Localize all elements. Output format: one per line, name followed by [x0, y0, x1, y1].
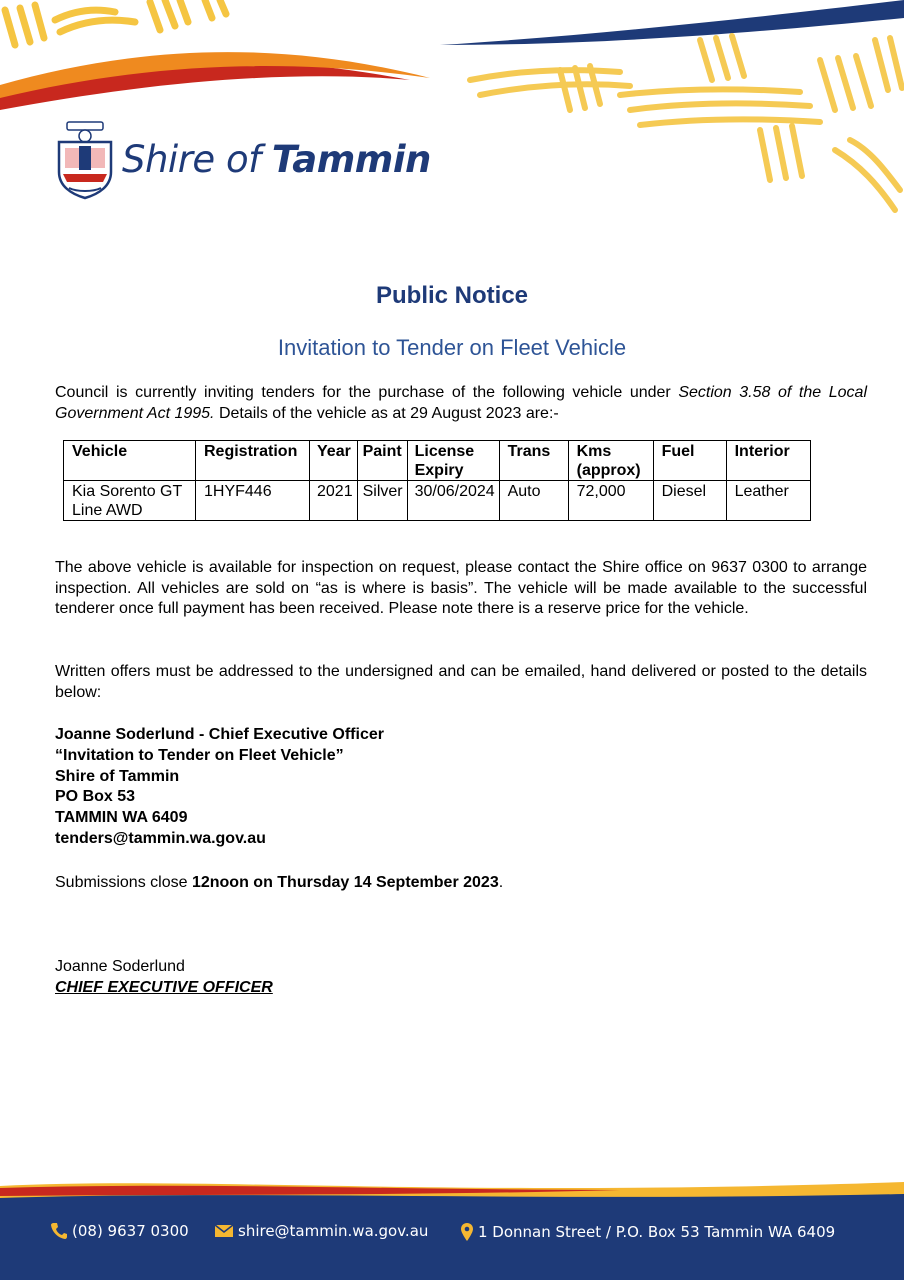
location-pin-icon: [460, 1222, 474, 1242]
cell-trans: Auto: [499, 481, 568, 521]
inspection-paragraph: The above vehicle is available for inspection on request, please contact the Shire office on 9637 0300 to arrange inspection. All vehicles are sold on “as is where is basis”. The vehicle will be made available to the successful tenderer once full payment has been received. Please note there is a reserve price for the vehicle.: [55, 559, 867, 617]
page-title: Public Notice: [375, 282, 529, 309]
col-registration: Registration: [196, 441, 310, 481]
col-year: Year: [310, 441, 358, 481]
intro-paragraph: [55, 383, 867, 424]
brand-name: [122, 138, 431, 181]
address-line-email[interactable]: tenders@tammin.wa.gov.au: [55, 829, 266, 847]
deadline-suffix: .: [498, 874, 504, 891]
footer-address: [460, 1222, 835, 1242]
phone-icon: [50, 1222, 68, 1240]
submission-deadline: [55, 874, 503, 892]
address-line-organisation: Shire of Tammin: [55, 767, 180, 785]
cell-paint: Silver: [357, 481, 407, 521]
intro-text: Council is currently inviting tenders for the purchase of the following vehicle under: [55, 384, 679, 401]
footer-address-text: 1 Donnan Street / P.O. Box 53 Tammin WA 6409: [478, 1223, 836, 1241]
col-license-expiry: License Expiry: [407, 441, 499, 481]
col-paint: Paint: [357, 441, 407, 481]
law-reference: Section 3.58 of the Local Government Act 1995.: [55, 384, 868, 422]
cell-vehicle: Kia Sorento GT Line AWD: [64, 481, 196, 521]
address-line-town: TAMMIN WA 6409: [55, 809, 188, 827]
deadline-prefix: Submissions close: [55, 874, 192, 891]
cell-registration: 1HYF446: [196, 481, 310, 521]
offers-paragraph: Written offers must be addressed to the undersigned and can be emailed, hand delivered or posted to the details below:: [55, 663, 867, 701]
footer-phone[interactable]: [50, 1222, 189, 1240]
header-decoration: [0, 0, 904, 230]
footer-email-text: shire@tammin.wa.gov.au: [238, 1222, 429, 1240]
deadline-date: 12noon on Thursday 14 September 2023: [191, 874, 499, 891]
col-trans: Trans: [499, 441, 568, 481]
page-subtitle: Invitation to Tender on Fleet Vehicle: [277, 335, 627, 360]
vehicle-table: [63, 440, 811, 521]
intro-text-end: Details of the vehicle as at 29 August 2023 are:-: [214, 404, 559, 422]
col-fuel: Fuel: [653, 441, 726, 481]
footer-email[interactable]: [214, 1222, 428, 1240]
address-line-subject: “Invitation to Tender on Fleet Vehicle”: [55, 746, 344, 764]
postal-address: [55, 725, 384, 850]
cell-kms: 72,000: [568, 481, 653, 521]
col-interior: Interior: [726, 441, 810, 481]
footer-phone-text: (08) 9637 0300: [72, 1222, 189, 1240]
col-vehicle: Vehicle: [64, 441, 196, 481]
signatory-title: CHIEF EXECUTIVE OFFICER: [55, 979, 273, 996]
brand-prefix: Shire of: [122, 138, 261, 181]
cell-year: 2021: [310, 481, 358, 521]
brand-name-bold: Tammin: [271, 138, 431, 181]
cell-fuel: Diesel: [653, 481, 726, 521]
address-line-recipient: Joanne Soderlund - Chief Executive Officer: [55, 726, 384, 743]
table-row: [64, 481, 811, 521]
address-line-po-box: PO Box 53: [55, 788, 136, 806]
cell-license-expiry: 30/06/2024: [407, 481, 499, 521]
table-header-row: [64, 441, 811, 481]
signatory-name: Joanne Soderlund: [55, 958, 185, 975]
shire-crest-icon: [55, 120, 115, 202]
envelope-icon: [214, 1223, 234, 1239]
col-kms: Kms (approx): [568, 441, 653, 481]
cell-interior: Leather: [726, 481, 810, 521]
